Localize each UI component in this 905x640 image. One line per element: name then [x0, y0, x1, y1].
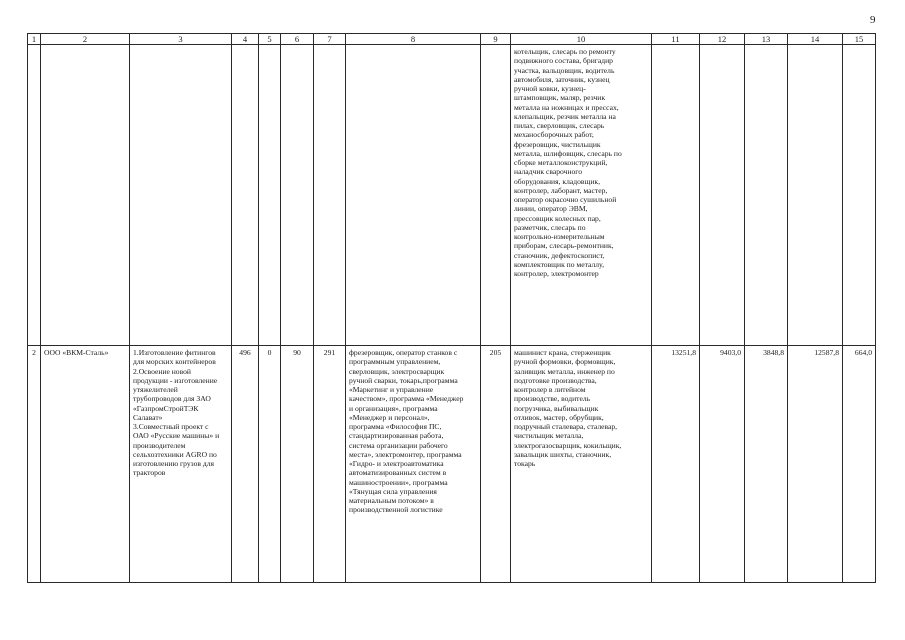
- text-line: пилах, сверловщик, слесарь: [514, 121, 605, 130]
- cell: [652, 45, 700, 346]
- value-cell-9: 205: [481, 346, 511, 583]
- text-line: оператор окрасочно сушильной: [514, 195, 617, 204]
- value-cell-11: 13251,8: [652, 346, 700, 583]
- cell: [788, 45, 843, 346]
- text-line: «Тянущая сила управления: [349, 486, 437, 496]
- header-col-3: 3: [130, 34, 232, 45]
- text-line: утяжелителей: [133, 385, 178, 394]
- header-col-2: 2: [41, 34, 130, 45]
- text-line: ручной сварки, токарь,программа: [349, 375, 458, 385]
- cell: [281, 45, 314, 346]
- text-line: прессовщик колесных пар,: [514, 213, 601, 223]
- table-row: [28, 346, 876, 583]
- cell: [700, 45, 745, 346]
- text-line: завальщик шихты, станочник,: [514, 449, 612, 459]
- text-line: программным управлением,: [349, 357, 441, 367]
- text-line: сверловщик, электросварщик: [349, 366, 445, 376]
- header-col-13: 13: [745, 34, 788, 45]
- cell: [843, 45, 876, 346]
- text-line: контролер в литейном: [514, 385, 586, 394]
- text-line: ручной формовки, формовщик,: [514, 357, 616, 367]
- header-col-1: 1: [28, 34, 41, 45]
- projects-cell: [130, 346, 232, 583]
- text-line: материальным потоком» в: [349, 496, 434, 505]
- cell: [41, 45, 130, 346]
- organization-cell: ООО «ВКМ-Сталь»: [41, 346, 130, 583]
- value-cell-6: 90: [281, 346, 314, 583]
- text-line: механосборочных работ,: [514, 130, 594, 140]
- value-cell-12: 9403,0: [700, 346, 745, 583]
- text-line: производственной логистике: [349, 505, 443, 515]
- text-line: «Гидро- и электроавтоматика: [349, 459, 444, 468]
- professions-cell: [511, 346, 652, 583]
- value-cell-14: 12587,8: [788, 346, 843, 583]
- text-line: автоматизированных систем в: [349, 468, 447, 478]
- cell: [259, 45, 281, 346]
- text-line: подручный сталевара, сталевар,: [514, 422, 618, 431]
- text-line: разметчик, слесарь по: [514, 222, 586, 232]
- text-line: линии, оператор ЭВМ,: [514, 204, 588, 214]
- header-col-4: 4: [232, 34, 259, 45]
- text-line: «Маркетинг и управление: [349, 385, 434, 394]
- text-line: заливщик металла, инженер по: [514, 366, 615, 376]
- text-line: производстве, водитель: [514, 394, 591, 404]
- text-line: сельхозтехники AGRO по: [133, 449, 217, 459]
- text-line: продукции - изготовление: [133, 375, 218, 385]
- text-line: токарь: [514, 459, 536, 468]
- text-line: приборам, слесарь-ремонтник,: [514, 241, 614, 251]
- value-cell-13: 3848,8: [745, 346, 788, 583]
- text-line: ОАО «Русские машины» и: [133, 431, 220, 441]
- text-line: станочник, дефектоскопист,: [514, 250, 605, 260]
- text-line: подвижного состава, бригадир: [514, 56, 613, 66]
- text-line: и организация», программа: [349, 403, 438, 413]
- text-line: программа «Философия ПС,: [349, 422, 442, 431]
- header-col-10: 10: [511, 34, 652, 45]
- text-line: отливок, мастер, обрубщик,: [514, 412, 604, 422]
- text-line: металла, шлифовщик, слесарь по: [514, 148, 622, 158]
- value-cell-7: 291: [314, 346, 346, 583]
- header-row: [28, 34, 876, 45]
- text-line: тракторов: [133, 468, 166, 478]
- text-line: контролер, электромонтер: [514, 269, 599, 278]
- text-line: контролер, лаборант, мастер,: [514, 185, 608, 195]
- text-line: качеством», программа «Менеджер: [349, 394, 464, 404]
- text-line: машиностроении», программа: [349, 477, 448, 487]
- text-line: Салават»: [133, 412, 163, 422]
- cell: [130, 45, 232, 346]
- report-table: [27, 33, 876, 583]
- text-line: сборке металлоконструкций,: [514, 158, 608, 167]
- cell: [232, 45, 259, 346]
- text-line: машинист крана, стерженщик: [514, 348, 611, 357]
- text-line: электрогазосварщик, кокильщик,: [514, 440, 622, 450]
- text-line: фрезеровщик, оператор станков с: [349, 348, 458, 357]
- text-line: комплектовщик по металлу,: [514, 259, 604, 269]
- text-line: «ГазпромСтройТЭК: [133, 403, 199, 413]
- header-col-11: 11: [652, 34, 700, 45]
- header-col-15: 15: [843, 34, 876, 45]
- text-line: участка, вальцовщик, водитель: [514, 65, 615, 75]
- text-line: металла на ножницах и прессах,: [514, 102, 619, 112]
- text-line: котельщик, слесарь по ремонту: [514, 47, 616, 56]
- text-line: контрольно-измерительным: [514, 232, 605, 241]
- text-line: производителем: [133, 440, 186, 450]
- text-line: для морских контейнеров: [133, 357, 216, 367]
- value-cell-5: 0: [259, 346, 281, 583]
- row-number-cell: 2: [28, 346, 41, 583]
- page-number: 9: [870, 14, 876, 26]
- header-col-8: 8: [346, 34, 481, 45]
- text-line: места», электромонтер, программа: [349, 449, 462, 459]
- text-line: чистильщик металла,: [514, 431, 584, 441]
- text-line: изготовлению грузов для: [133, 459, 215, 468]
- text-line: фрезеровщик, чистильщик: [514, 139, 601, 149]
- text-line: штамповщик, маляр, резчик: [514, 93, 606, 103]
- text-line: стандартизированная работа,: [349, 431, 444, 441]
- cell: [745, 45, 788, 346]
- text-line: трубопроводов для ЗАО: [133, 394, 211, 404]
- text-line: оборудования, кладовщик,: [514, 176, 601, 186]
- training-programs-cell: [346, 346, 481, 583]
- text-line: 1.Изготовление фитингов: [133, 348, 216, 357]
- text-line: погрузчика, выбивальщик: [514, 403, 599, 413]
- value-cell-15: 664,0: [843, 346, 876, 583]
- professions-continued-cell: [511, 45, 652, 346]
- header-col-14: 14: [788, 34, 843, 45]
- text-line: 2.Освоение новой: [133, 366, 191, 376]
- header-col-6: 6: [281, 34, 314, 45]
- header-col-7: 7: [314, 34, 346, 45]
- continuation-row: [28, 45, 876, 346]
- header-col-12: 12: [700, 34, 745, 45]
- text-line: система организации рабочего: [349, 440, 448, 450]
- text-line: подготовке производства,: [514, 375, 597, 385]
- text-line: автомобиля, заточник, кузнец: [514, 74, 610, 84]
- header-col-9: 9: [481, 34, 511, 45]
- cell: [314, 45, 346, 346]
- text-line: «Менеджер и персонал»,: [349, 412, 430, 422]
- cell: [28, 45, 41, 346]
- text-line: 3.Совместный проект с: [133, 422, 209, 431]
- text-line: клепальщик, резчик металла на: [514, 111, 616, 121]
- header-col-5: 5: [259, 34, 281, 45]
- cell: [481, 45, 511, 346]
- text-line: наладчик сварочного: [514, 167, 583, 177]
- value-cell-4: 496: [232, 346, 259, 583]
- text-line: ручной ковки, кузнец-: [514, 84, 586, 93]
- cell: [346, 45, 481, 346]
